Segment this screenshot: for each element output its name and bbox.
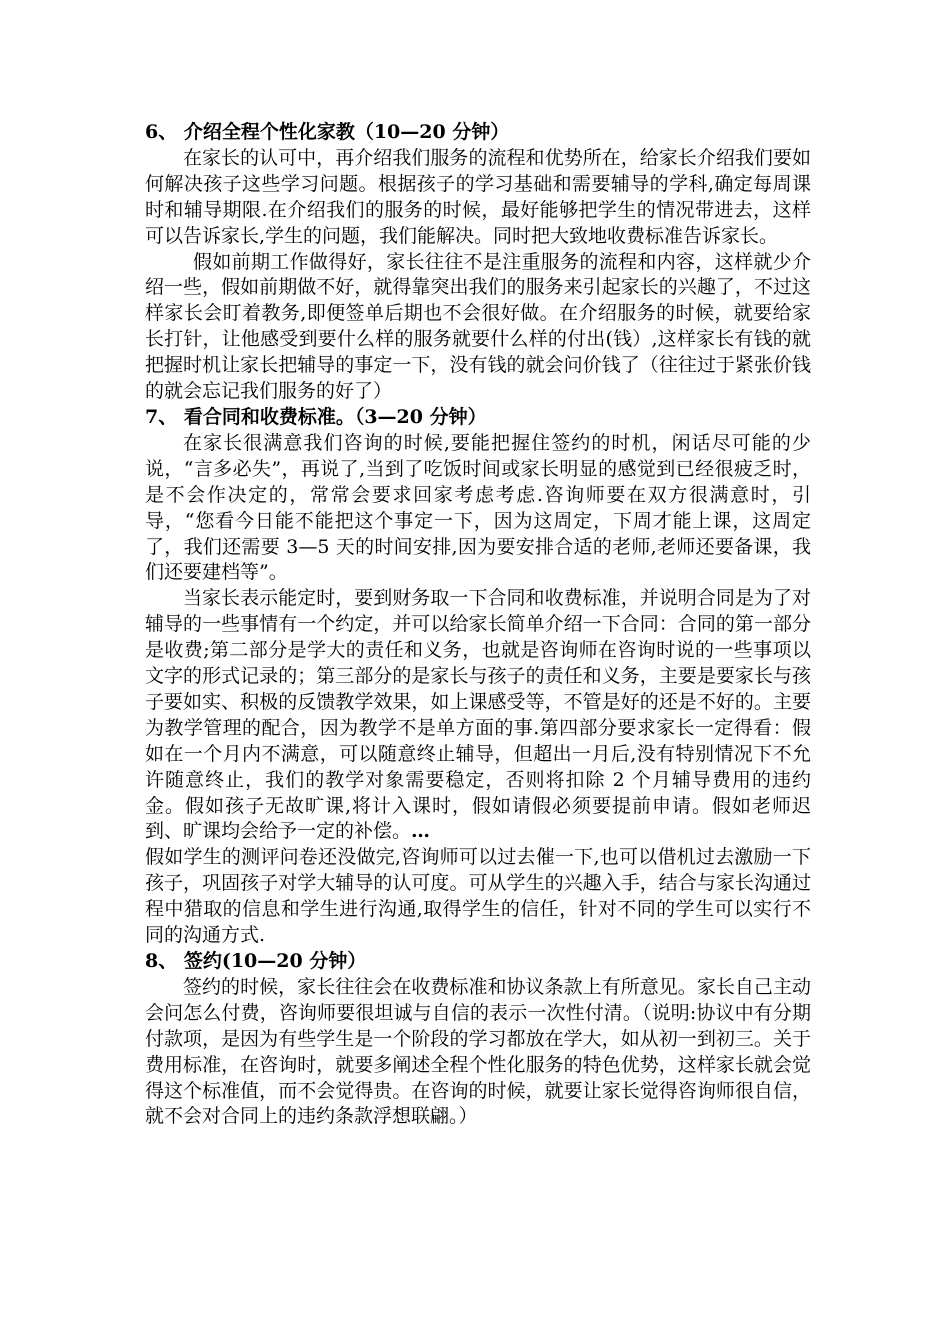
- ellipsis-mark: …: [411, 820, 431, 843]
- section-7-paragraph-2: [145, 586, 811, 845]
- section-6-paragraph-1: 在家长的认可中，再介绍我们服务的流程和优势所在，给家长介绍我们要如何解决孩子这些学习问题。根据孩子的学习基础和需要辅导的学科,确定每周课时和辅导期限.在介绍我们的服务的时候，最好能够把学生的情况带进去，这样可以告诉家长,学生的问题，我们能解决。同时把大致地收费标准告诉家长。: [145, 146, 811, 247]
- section-7-paragraph-1: 在家长很满意我们咨询的时候,要能把握住签约的时机，闲话尽可能的少说，“言多必失”，再说了,当到了吃饭时间或家长明显的感觉到已经很疲乏时，是不会作决定的，常常会要求回家考虑考虑.咨询师要在双方很满意时，引导，“您看今日能不能把这个事定一下，因为这周定，下周才能上课，这周定了，我们还需要 3—5 天的时间安排,因为要安排合适的老师,老师还要备课，我们还要建档等”。: [145, 431, 811, 584]
- section-6-heading: 6、 介绍全程个性化家教（10—20 分钟）: [145, 121, 510, 143]
- section-7-paragraph-3: 假如学生的测评问卷还没做完,咨询师可以过去催一下,也可以借机过去激励一下孩子，巩固孩子对学大辅导的认可度。可从学生的兴趣入手，结合与家长沟通过程中猎取的信息和学生进行沟通,取得学生的信任，针对不同的学生可以实行不同的沟通方式.: [145, 846, 811, 947]
- document-page: [145, 120, 811, 1130]
- section-8-paragraph-1: 签约的时候，家长往往会在收费标准和协议条款上有所意见。家长自己主动会问怎么付费，咨询师要很坦诚与自信的表示一次性付清。（说明:协议中有分期付款项，是因为有些学生是一个阶段的学习都放在学大，如从初一到初三。关于费用标准，在咨询时，就要多阐述全程个性化服务的特色优势，这样家长就会觉得这个标准值，而不会觉得贵。在咨询的时候，就要让家长觉得咨询师很自信，就不会对合同上的违约条款浮想联翩。）: [145, 975, 811, 1128]
- section-7-heading: 7、 看合同和收费标准。（3—20 分钟）: [145, 405, 487, 428]
- section-6-paragraph-2: 假如前期工作做得好，家长往往不是注重服务的流程和内容，这样就少介绍一些，假如前期做不好，就得靠突出我们的服务来引起家长的兴趣了，不过这样家长会盯着教务,即便签单后期也不会很好做。在介绍服务的时候，就要给家长打针，让他感受到要什么样的服务就要什么样的付出(钱）,这样家长有钱的就把握时机让家长把辅导的事定一下，没有钱的就会问价钱了（往往过于紧张价钱的就会忘记我们服务的好了）: [145, 250, 811, 403]
- section-7-paragraph-2-text: 当家长表示能定时，要到财务取一下合同和收费标准，并说明合同是为了对辅导的一些事情有一个约定，并可以给家长简单介绍一下合同：合同的第一部分是收费;第二部分是学大的责任和义务，也就是咨询师在咨询时说的一些事项以文字的形式记录的；第三部分的是家长与孩子的责任和义务，主要是要家长与孩子要如实、积极的反馈教学效果，如上课感受等，不管是好的还是不好的。主要为教学管理的配合，因为教学不是单方面的事.第四部分要求家长一定得看：假如在一个月内不满意，可以随意终止辅导，但超出一月后,没有特别情况下不允许随意终止，我们的教学对象需要稳定，否则将扣除 2 个月辅导费用的违约金。假如孩子无故旷课,将计入课时，假如请假必须要提前申请。假如老师迟到、旷课均会给予一定的补偿。: [145, 587, 811, 843]
- section-8-heading: 8、 签约(10—20 分钟）: [145, 950, 367, 972]
